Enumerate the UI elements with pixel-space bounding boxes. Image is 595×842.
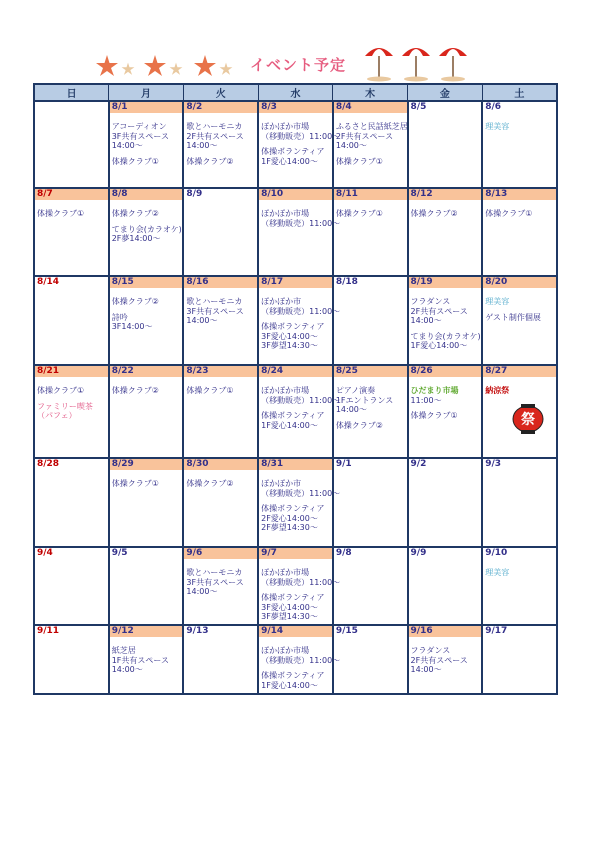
- day-date: 9/2: [410, 459, 427, 469]
- event-text: 納涼祭: [485, 386, 510, 395]
- event-text: 1F愛心14:00～: [261, 156, 318, 166]
- day-date: 9/8: [335, 548, 352, 558]
- event-text: ぽかぽか市: [261, 297, 302, 306]
- day-date: 9/13: [186, 626, 209, 636]
- day-cell: [34, 276, 109, 365]
- day-cell: [408, 458, 483, 547]
- weekday-header-row: [34, 84, 557, 101]
- event-text: 3F共有スペース: [186, 577, 244, 587]
- weekday-header: 月: [109, 84, 184, 101]
- event-text: ファミリー喫茶: [37, 401, 93, 411]
- day-date: 8/27: [483, 366, 556, 377]
- event-text: 1F愛心14:00～: [410, 341, 468, 350]
- event-text: 詩吟: [111, 312, 128, 322]
- day-date: 8/12: [409, 189, 482, 200]
- day-cell: [333, 276, 408, 365]
- day-cell: [34, 458, 109, 547]
- day-date: 8/26: [409, 366, 482, 377]
- event-text: ぽかぽか市場: [261, 209, 310, 218]
- event-text: 体操クラブ①: [410, 411, 458, 420]
- festival-lantern-icon: [511, 402, 545, 436]
- day-cell: [482, 365, 557, 458]
- starfish-icon: [219, 62, 233, 76]
- day-date: 9/7: [259, 548, 332, 559]
- day-cell: [183, 458, 258, 547]
- event-calendar: [33, 83, 558, 695]
- day-cell: [34, 101, 109, 188]
- week-row: [34, 625, 557, 694]
- day-cell: [333, 101, 408, 188]
- event-text: 体操クラブ②: [111, 386, 159, 395]
- beach-umbrella-icon: [437, 42, 469, 82]
- day-date: 8/19: [409, 277, 482, 288]
- day-cell: [258, 547, 341, 625]
- event-text: フラダンス: [410, 646, 451, 655]
- event-text: ぽかぽか市場: [261, 568, 310, 577]
- starfish-icon: [95, 54, 119, 78]
- day-date: 9/14: [259, 626, 332, 637]
- day-date: 9/3: [485, 459, 502, 469]
- week-row: [34, 458, 557, 547]
- day-cell: [333, 547, 408, 625]
- day-cell: [183, 188, 258, 276]
- weekday-header: 木: [333, 84, 408, 101]
- event-text: 体操クラブ①: [485, 209, 533, 218]
- calendar-body: [34, 101, 557, 694]
- day-date: 8/5: [410, 102, 427, 112]
- day-date: 9/16: [409, 626, 482, 637]
- day-date: 8/1: [110, 102, 183, 113]
- day-cell: [183, 547, 258, 625]
- day-date: 8/22: [110, 366, 183, 377]
- day-date: 9/17: [485, 626, 508, 636]
- day-date: 8/10: [259, 189, 332, 200]
- event-text: アコーディオン: [111, 122, 167, 131]
- event-text: 体操クラブ①: [111, 156, 159, 166]
- event-text: 2F夢14:00～: [111, 234, 161, 243]
- event-text: 3F愛心14:00～: [261, 602, 318, 612]
- event-text: 体操ボランティア: [261, 593, 325, 602]
- day-date: 8/16: [184, 277, 257, 288]
- day-cell: [34, 547, 109, 625]
- event-text: フラダンス: [410, 297, 451, 306]
- event-text: 体操ボランティア: [261, 504, 325, 513]
- day-cell: [109, 276, 184, 365]
- event-text: ピアノ演奏: [335, 386, 376, 395]
- event-text: ぽかぽか市場: [261, 646, 310, 655]
- event-text: 14:00～: [410, 665, 442, 674]
- event-text: 体操クラブ②: [186, 156, 234, 166]
- event-text: 理美容: [485, 122, 510, 131]
- event-text: 体操クラブ②: [186, 479, 234, 488]
- day-cell: [109, 188, 184, 276]
- day-cell: [183, 365, 258, 458]
- day-date: 8/7: [35, 189, 108, 200]
- day-date: 9/12: [110, 626, 183, 637]
- week-row: [34, 547, 557, 625]
- event-text: てまり会(カラオケ): [111, 224, 182, 234]
- week-row: [34, 276, 557, 365]
- event-text: 歌とハーモニカ: [186, 297, 243, 306]
- day-cell: [258, 188, 341, 276]
- event-text: 14:00～: [410, 316, 442, 325]
- event-text: 3F愛心14:00～: [261, 331, 318, 341]
- day-date: 8/18: [335, 277, 358, 287]
- day-cell: [258, 276, 341, 365]
- event-text: 1Fエントランス: [335, 395, 394, 405]
- event-text: 体操クラブ①: [335, 156, 383, 166]
- event-text: 3F夢望14:30～: [261, 612, 318, 621]
- day-cell: [408, 625, 483, 694]
- event-text: 2F共有スペース: [410, 655, 468, 665]
- event-text: 体操クラブ①: [186, 386, 234, 395]
- event-text: ゲスト制作個展: [485, 312, 541, 322]
- event-text: 歌とハーモニカ: [186, 568, 243, 577]
- event-text: 14:00～: [186, 316, 218, 325]
- day-cell: [333, 365, 408, 458]
- event-text: 14:00～: [111, 665, 143, 674]
- event-text: 体操クラブ①: [37, 386, 85, 395]
- event-text: （パフェ）: [37, 411, 77, 420]
- event-text: 3F共有スペース: [186, 306, 244, 316]
- event-text: 歌とハーモニカ: [186, 122, 243, 131]
- day-date: 8/9: [186, 189, 203, 199]
- day-cell: [258, 101, 341, 188]
- event-text: （移動販売）11:00～: [261, 131, 341, 141]
- weekday-header: 火: [183, 84, 258, 101]
- day-cell: [258, 458, 341, 547]
- day-cell: [333, 458, 408, 547]
- day-cell: [183, 625, 258, 694]
- day-cell: [408, 188, 483, 276]
- event-text: 2F共有スペース: [335, 131, 394, 141]
- day-cell: [333, 188, 408, 276]
- event-text: （移動販売）11:00～: [261, 218, 341, 228]
- day-cell: [109, 547, 184, 625]
- day-cell: [109, 625, 184, 694]
- event-text: 14:00～: [186, 587, 218, 596]
- day-date: [35, 102, 108, 113]
- event-text: 2F共有スペース: [410, 306, 468, 316]
- event-text: 体操クラブ②: [335, 420, 383, 430]
- day-date: 8/4: [334, 102, 407, 113]
- page-header: [95, 40, 495, 84]
- day-date: 8/30: [184, 459, 257, 470]
- day-cell: [408, 365, 483, 458]
- day-date: 8/11: [334, 189, 407, 200]
- weekday-header: 土: [482, 84, 557, 101]
- day-date: 9/6: [184, 548, 257, 559]
- event-text: 1F愛心14:00～: [261, 420, 318, 430]
- event-text: ぽかぽか市場: [261, 386, 310, 395]
- day-date: 9/9: [410, 548, 427, 558]
- beach-umbrella-icon: [400, 42, 432, 82]
- event-text: 14:00～: [111, 141, 143, 150]
- event-text: 体操クラブ②: [111, 297, 159, 306]
- day-cell: [408, 276, 483, 365]
- event-text: 体操ボランティア: [261, 411, 325, 420]
- day-date: 8/20: [483, 277, 556, 288]
- event-text: （移動販売）11:00～: [261, 577, 341, 587]
- event-text: 2F夢望14:30～: [261, 523, 318, 532]
- day-cell: [408, 547, 483, 625]
- day-cell: [109, 365, 184, 458]
- event-text: 1F愛心14:00～: [261, 680, 318, 690]
- day-date: 8/21: [35, 366, 108, 377]
- day-cell: [482, 188, 557, 276]
- starfish-icon: [121, 62, 135, 76]
- event-text: 体操ボランティア: [261, 322, 325, 331]
- weekday-header: 金: [408, 84, 483, 101]
- day-cell: [482, 547, 557, 625]
- event-text: （移動販売）11:00～: [261, 306, 341, 316]
- day-cell: [183, 276, 258, 365]
- day-cell: [109, 101, 184, 188]
- day-date: 8/13: [483, 189, 556, 200]
- day-cell: [183, 101, 258, 188]
- day-date: 8/8: [110, 189, 183, 200]
- day-date: 9/4: [37, 548, 53, 558]
- event-text: 体操クラブ①: [37, 209, 85, 218]
- day-date: 8/23: [184, 366, 257, 377]
- event-text: （移動販売）11:00～: [261, 395, 341, 405]
- event-text: （移動販売）11:00～: [261, 655, 341, 665]
- day-cell: [482, 101, 557, 188]
- day-cell: [333, 625, 408, 694]
- day-date: 8/31: [259, 459, 332, 470]
- day-date: 9/11: [37, 626, 60, 636]
- event-text: 体操クラブ①: [111, 479, 159, 488]
- weekday-header: 日: [34, 84, 109, 101]
- day-cell: [34, 365, 109, 458]
- event-text: ぽかぽか市: [261, 479, 302, 488]
- day-cell: [258, 625, 341, 694]
- day-cell: [482, 458, 557, 547]
- day-date: 8/14: [37, 277, 60, 287]
- day-date: 9/10: [485, 548, 508, 558]
- event-text: 3F共有スペース: [111, 131, 169, 141]
- day-date: 8/25: [334, 366, 407, 377]
- event-text: 2F共有スペース: [186, 131, 244, 141]
- event-text: 紙芝居: [111, 646, 136, 655]
- day-cell: [482, 276, 557, 365]
- starfish-icon: [143, 54, 167, 78]
- day-cell: [482, 625, 557, 694]
- event-text: てまり会(カラオケ): [410, 331, 481, 341]
- starfish-icon: [193, 54, 217, 78]
- day-date: 8/17: [259, 277, 332, 288]
- event-text: 理美容: [485, 297, 510, 306]
- day-date: 8/24: [259, 366, 332, 377]
- day-cell: [109, 458, 184, 547]
- day-date: 8/2: [184, 102, 257, 113]
- event-text: ぽかぽか市場: [261, 122, 310, 131]
- event-text: （移動販売）11:00～: [261, 488, 341, 498]
- event-text: 11:00～: [410, 395, 442, 405]
- event-text: 2F愛心14:00～: [261, 513, 318, 523]
- beach-umbrella-icon: [363, 42, 395, 82]
- page-title: イベント予定: [250, 56, 347, 74]
- lantern-text: 祭: [521, 411, 536, 428]
- event-text: 体操クラブ②: [410, 209, 458, 218]
- day-date: 9/1: [335, 459, 352, 469]
- day-cell: [408, 101, 483, 188]
- day-date: 8/6: [485, 102, 502, 112]
- event-text: 体操ボランティア: [261, 147, 325, 156]
- week-row: [34, 365, 557, 458]
- day-date: 8/29: [110, 459, 183, 470]
- event-text: ひだまり市場: [410, 386, 459, 395]
- starfish-icon: [169, 62, 183, 76]
- day-date: 9/5: [111, 548, 128, 558]
- weekday-header: 水: [258, 84, 333, 101]
- day-date: 8/15: [110, 277, 183, 288]
- event-text: 体操ボランティア: [261, 671, 325, 680]
- event-text: 3F14:00～: [111, 322, 153, 331]
- event-text: 14:00～: [335, 141, 367, 150]
- event-text: 理美容: [485, 568, 510, 577]
- week-row: [34, 101, 557, 188]
- day-cell: [34, 625, 109, 694]
- event-text: ふるさと民話紙芝居: [335, 122, 408, 131]
- day-cell: [34, 188, 109, 276]
- day-cell: [258, 365, 341, 458]
- week-row: [34, 188, 557, 276]
- day-date: 9/15: [335, 626, 358, 636]
- event-text: 体操クラブ②: [111, 209, 159, 218]
- day-date: 8/3: [259, 102, 332, 113]
- event-text: 3F夢望14:30～: [261, 341, 318, 350]
- day-date: 8/28: [37, 459, 60, 469]
- event-text: 体操クラブ①: [335, 209, 383, 218]
- event-text: 14:00～: [186, 141, 218, 150]
- event-text: 1F共有スペース: [111, 655, 169, 665]
- event-text: 14:00～: [335, 405, 367, 414]
